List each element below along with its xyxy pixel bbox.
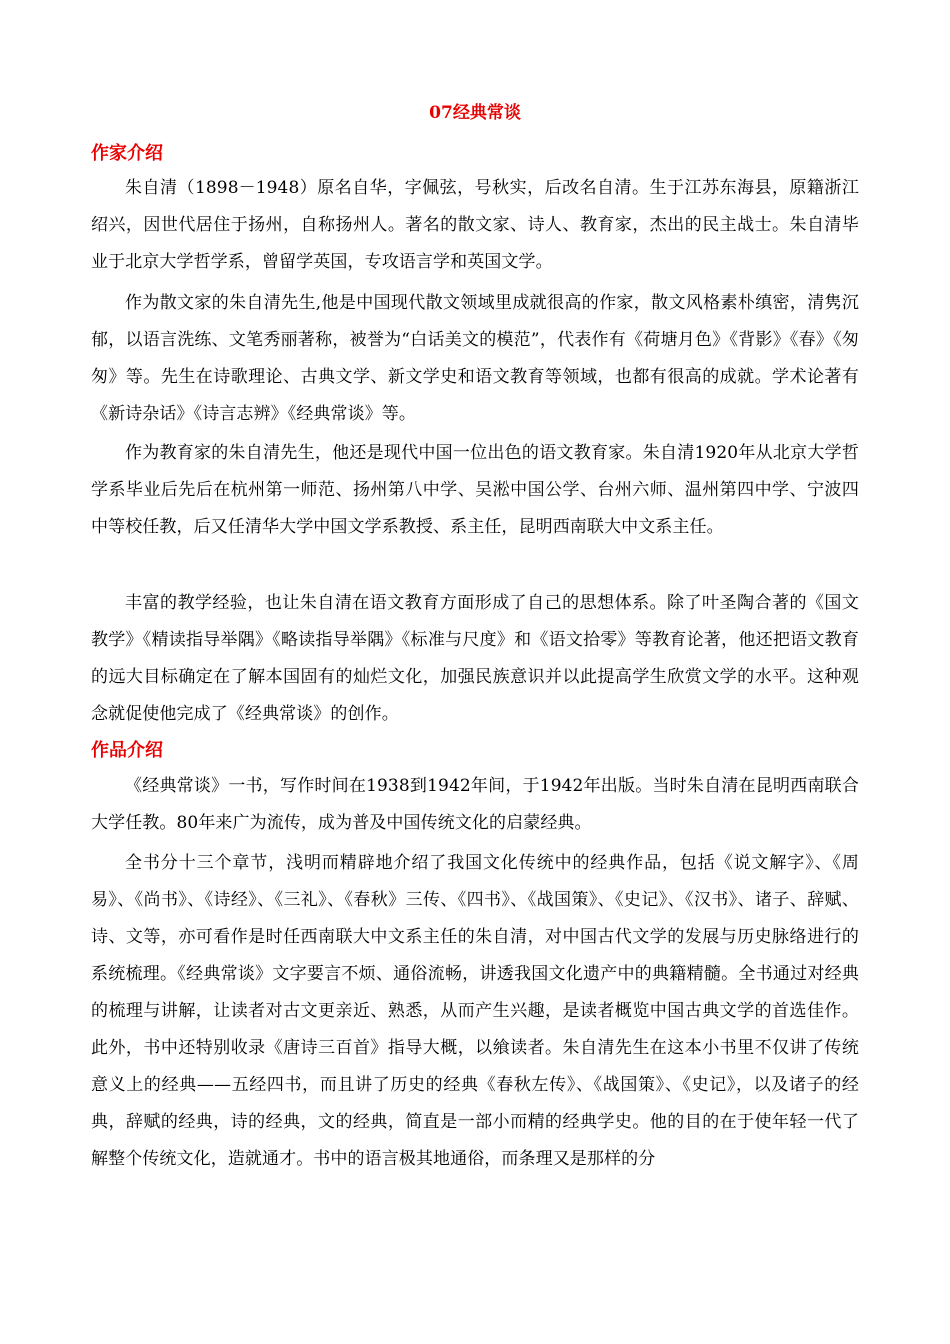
author-paragraph-2: 作为散文家的朱自清先生,他是中国现代散文领域里成就很高的作家，散文风格素朴缜密，清隽沉郁，以语言洗练、文笔秀丽著称，被誉为“白话美文的模范”，代表作有《荷塘月色》《背影》《春》《匆匆》等。先生在诗歌理论、古典文学、新文学史和语文教育等领域，也都有很高的成就。学术论著有《新诗杂话》《诗言志辨》《经典常谈》等。 [91, 293, 859, 424]
work-paragraph-2: 全书分十三个章节，浅明而精辟地介绍了我国文化传统中的经典作品，包括《说文解字》、《周易》、《尚书》、《诗经》、《三礼》、《春秋》三传、《四书》、《战国策》、《史记》、《汉书》、诸子、辞赋、诗、文等，亦可看作是时任西南联大中文系主任的朱自清，对中国古代文学的发展与历史脉络进行的系统梳理。《经典常谈》文字要言不烦、通俗流畅，讲透我国文化遗产中的典籍精髓。全书通过对经典的梳理与讲解，让读者对古文更亲近、熟悉，从而产生兴趣，是读者概览中国古典文学的首选佳作。此外，书中还特别收录《唐诗三百首》指导大概，以飨读者。朱自清先生在这本小书里不仅讲了传统意义上的经典——五经四书，而且讲了历史的经典《春秋左传》、《战国策》、《史记》，以及诸子的经典，辞赋的经典，诗的经典，文的经典，简直是一部小而精的经典学史。他的目的在于使年轻一代了解整个传统文化，造就通才。书中的语言极其地通俗，而条理又是那样的分 [91, 853, 859, 1169]
author-paragraph-1: 朱自清（1898－1948）原名自华，字佩弦，号秋实，后改名自清。生于江苏东海县，原籍浙江绍兴，因世代居住于扬州，自称扬州人。著名的散文家、诗人、教育家，杰出的民主战士。朱自清毕业于北京大学哲学系，曾留学英国，专攻语言学和英国文学。 [91, 178, 859, 272]
section-heading-author: 作家介绍 [91, 143, 163, 164]
author-paragraph-4: 丰富的教学经验，也让朱自清在语文教育方面形成了自己的思想体系。除了叶圣陶合著的《国文教学》《精读指导举隅》《略读指导举隅》《标准与尺度》和《语文拾零》等教育论著，他还把语文教育的远大目标确定在了解本国固有的灿烂文化，加强民族意识并以此提高学生欣赏文学的水平。这种观念就促使他完成了《经典常谈》的创作。 [91, 593, 859, 724]
work-paragraph-1: 《经典常谈》一书，写作时间在1938到1942年间，于1942年出版。当时朱自清在昆明西南联合大学任教。80年来广为流传，成为普及中国传统文化的启蒙经典。 [91, 776, 859, 833]
author-paragraph-3: 作为教育家的朱自清先生，他还是现代中国一位出色的语文教育家。朱自清1920年从北京大学哲学系毕业后先后在杭州第一师范、扬州第八中学、吴淞中国公学、台州六师、温州第四中学、宁波四中等校任教，后又任清华大学中国文学系教授、系主任，昆明西南联大中文系主任。 [91, 443, 859, 537]
section-heading-work: 作品介绍 [91, 740, 163, 761]
document-title: 07经典常谈 [429, 103, 521, 123]
